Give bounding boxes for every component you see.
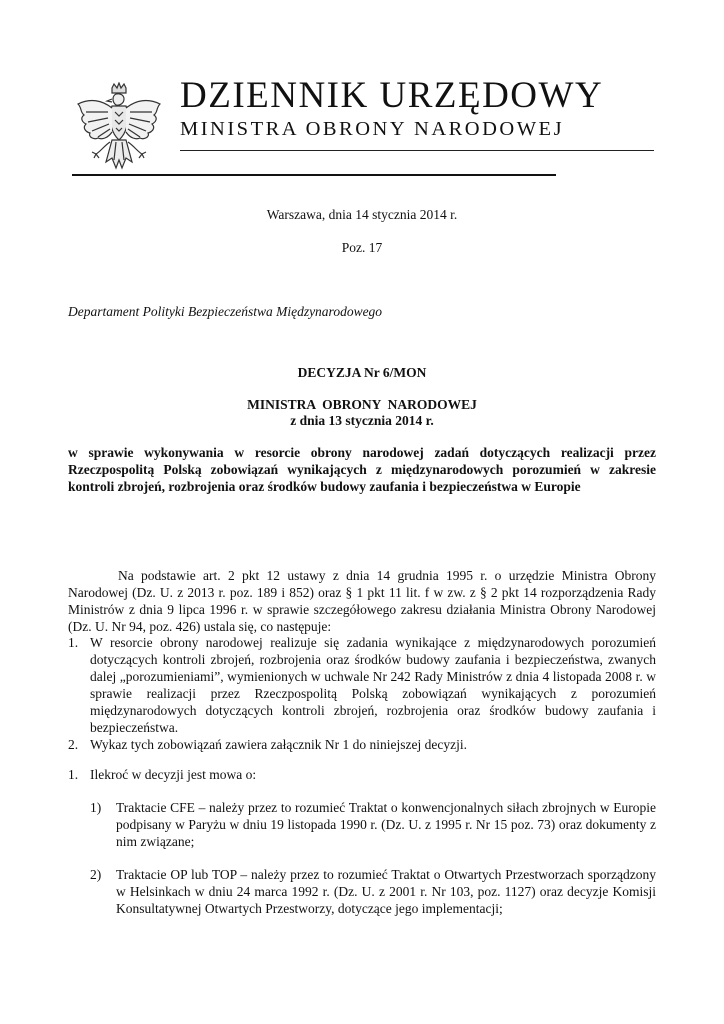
decision-issuer: MINISTRA OBRONY NARODOWEJ [247,397,477,412]
paragraph-2-list [68,766,656,783]
department-name: Departament Polityki Bezpieczeństwa Międzynarodowego [68,304,383,319]
list-item [68,634,656,736]
list-item-text: W resorcie obrony narodowej realizuje się zadania wynikające z międzynarodowych porozumień dotyczących kontroli zbrojeń, rozbrojenia oraz środków budowy zaufania i bezpieczeństwa, zwanych dalej „porozumieniami”, wymienionych w uchwale Nr 242 Rady Ministrów z dnia 4 listopada 2008 r. w sprawie realizacji przez Rzeczpospolitą Polską zobowiązań wynikających z porozumień międzynarodowych dotyczących kontroli zbrojeń, rozbrojenia oraz środków budowy zaufania i bezpieczeństwa. [90,635,656,735]
header-rule [180,150,654,151]
decision-number: DECYZJA Nr 6/MON [297,365,427,380]
sublist-item [90,799,656,850]
definitions-sublist [90,799,656,933]
sublist-item-number: 1) [90,800,102,815]
eagle-emblem-icon [72,82,166,182]
sublist-item-text: Traktacie OP lub TOP – należy przez to rozumieć Traktat o Otwartych Przestworzach sporządzony w Helsinkach w dniu 24 marca 1992 r. (Dz. U. z 2001 r. Nr 103, poz. 1127) oraz decyzje Komisji Konsultatywnej Otwartych Przestworzy, dotyczące jego implementacji; [116,867,656,916]
paragraph-1-list [68,634,656,753]
header-divider [72,174,556,176]
position-number: Poz. 17 [341,240,383,255]
list-item-number: 1. [68,767,79,782]
legal-basis-paragraph: Na podstawie art. 2 pkt 12 ustawy z dnia 14 grudnia 1995 r. o urzędzie Ministra Obrony Narodowej (Dz. U. z 2013 r. poz. 189 i 852) oraz § 1 pkt 11 lit. f w zw. z § 2 pkt 14 rozporządzenia Rady Ministrów z dnia 9 lipca 1996 r. w sprawie szczegółowego zakresu działania Ministra Obrony Narodowej (Dz. U. Nr 94, poz. 426) ustala się, co następuje: [68,568,656,634]
journal-subtitle: MINISTRA OBRONY NARODOWEJ [180,118,565,140]
sublist-item-text: Traktacie CFE – należy przez to rozumieć Traktat o konwencjonalnych siłach zbrojnych w Europie podpisany w Paryżu w dniu 19 listopada 1990 r. (Dz. U. z 1995 r. Nr 15 poz. 73) oraz dokumenty z nim związane; [116,800,656,849]
decision-topic: w sprawie wykonywania w resorcie obrony narodowej zadań dotyczących realizacji przez Rzeczpospolitą Polską zobowiązań wynikających z międzynarodowych porozumień w zakresie kontroli zbrojeń, rozbrojenia oraz środków budowy zaufania i bezpieczeństwa w Europie [68,445,656,494]
list-item [68,736,656,753]
issue-date: Warszawa, dnia 14 stycznia 2014 r. [266,207,458,222]
journal-title: DZIENNIK URZĘDOWY [180,75,604,116]
list-item-number: 2. [68,737,79,752]
list-item-text: Wykaz tych zobowiązań zawiera załącznik Nr 1 do niniejszej decyzji. [90,737,468,752]
decision-date: z dnia 13 stycznia 2014 r. [290,413,434,428]
list-item-text: Ilekroć w decyzji jest mowa o: [90,767,257,782]
sublist-item [90,866,656,917]
list-item-number: 1. [68,635,79,650]
sublist-item-number: 2) [90,867,102,882]
list-item [68,766,656,783]
